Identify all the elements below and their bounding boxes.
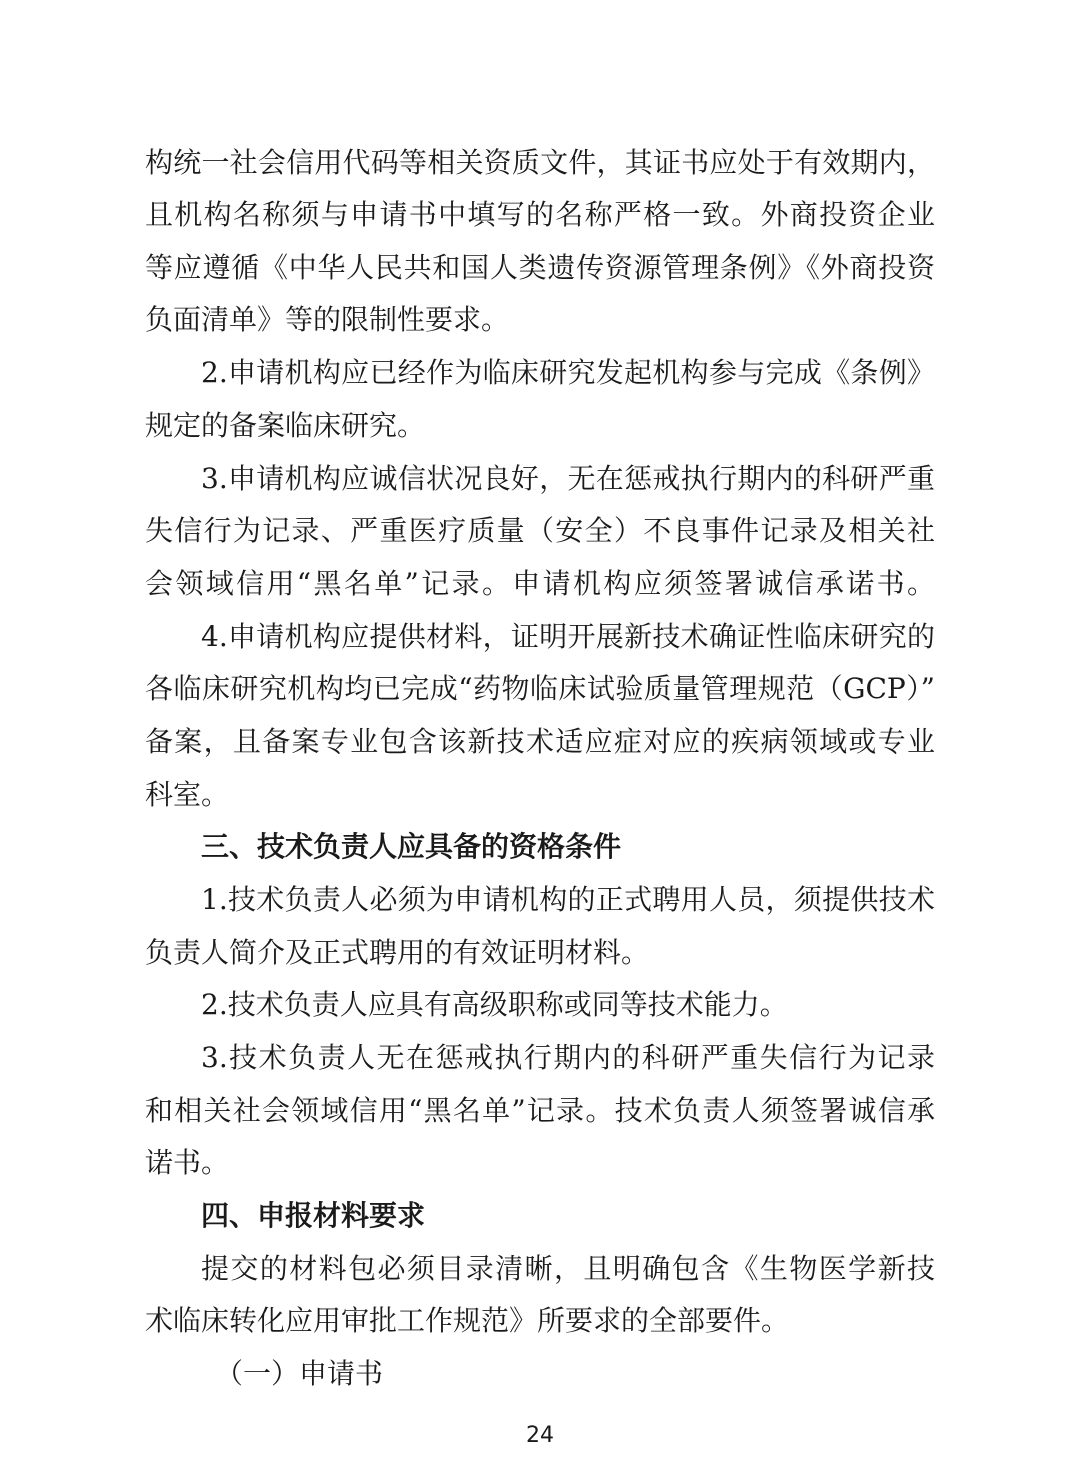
paragraph-line: 等应遵循《中华人民共和国人类遗传资源管理条例》《外商投资 (145, 251, 935, 284)
paragraph-line: 会领域信用“黑名单”记录。申请机构应须签署诚信承诺书。 (145, 567, 935, 600)
paragraph-line: 各临床研究机构均已完成“药物临床试验质量管理规范（GCP）” (145, 672, 935, 705)
paragraph-line: 4.申请机构应提供材料，证明开展新技术确证性临床研究的 (201, 620, 935, 653)
paragraph-line: 诺书。 (145, 1146, 230, 1179)
section-heading: 三、技术负责人应具备的资格条件 (201, 830, 622, 863)
paragraph-line: 失信行为记录、严重医疗质量（安全）不良事件记录及相关社 (145, 514, 935, 547)
paragraph-line: 且机构名称须与申请书中填写的名称严格一致。外商投资企业 (145, 198, 935, 231)
page-number: 24 (526, 1423, 554, 1448)
paragraph-line: 提交的材料包必须目录清晰，且明确包含《生物医学新技 (201, 1252, 935, 1285)
paragraph-line: 构统一社会信用代码等相关资质文件，其证书应处于有效期内， (145, 146, 935, 179)
paragraph-line: 负责人简介及正式聘用的有效证明材料。 (145, 936, 650, 969)
paragraph-line: 科室。 (145, 778, 230, 811)
paragraph-line: 3.技术负责人无在惩戒执行期内的科研严重失信行为记录 (201, 1041, 935, 1074)
paragraph-line: 术临床转化应用审批工作规范》所要求的全部要件。 (145, 1304, 790, 1337)
paragraph-line: 规定的备案临床研究。 (145, 409, 426, 442)
paragraph-line: 备案，且备案专业包含该新技术适应症对应的疾病领域或专业 (145, 725, 935, 758)
paragraph-line: 和相关社会领域信用“黑名单”记录。技术负责人须签署诚信承 (145, 1094, 935, 1127)
subsection-heading: （一）申请书 (215, 1357, 384, 1390)
section-heading: 四、申报材料要求 (201, 1199, 426, 1232)
paragraph-line: 2.申请机构应已经作为临床研究发起机构参与完成《条例》 (201, 356, 935, 389)
paragraph-line: 2.技术负责人应具有高级职称或同等技术能力。 (201, 988, 788, 1021)
paragraph-line: 3.申请机构应诚信状况良好，无在惩戒执行期内的科研严重 (201, 462, 935, 495)
paragraph-line: 负面清单》等的限制性要求。 (145, 303, 510, 336)
paragraph-line: 1.技术负责人必须为申请机构的正式聘用人员，须提供技术 (201, 883, 935, 916)
